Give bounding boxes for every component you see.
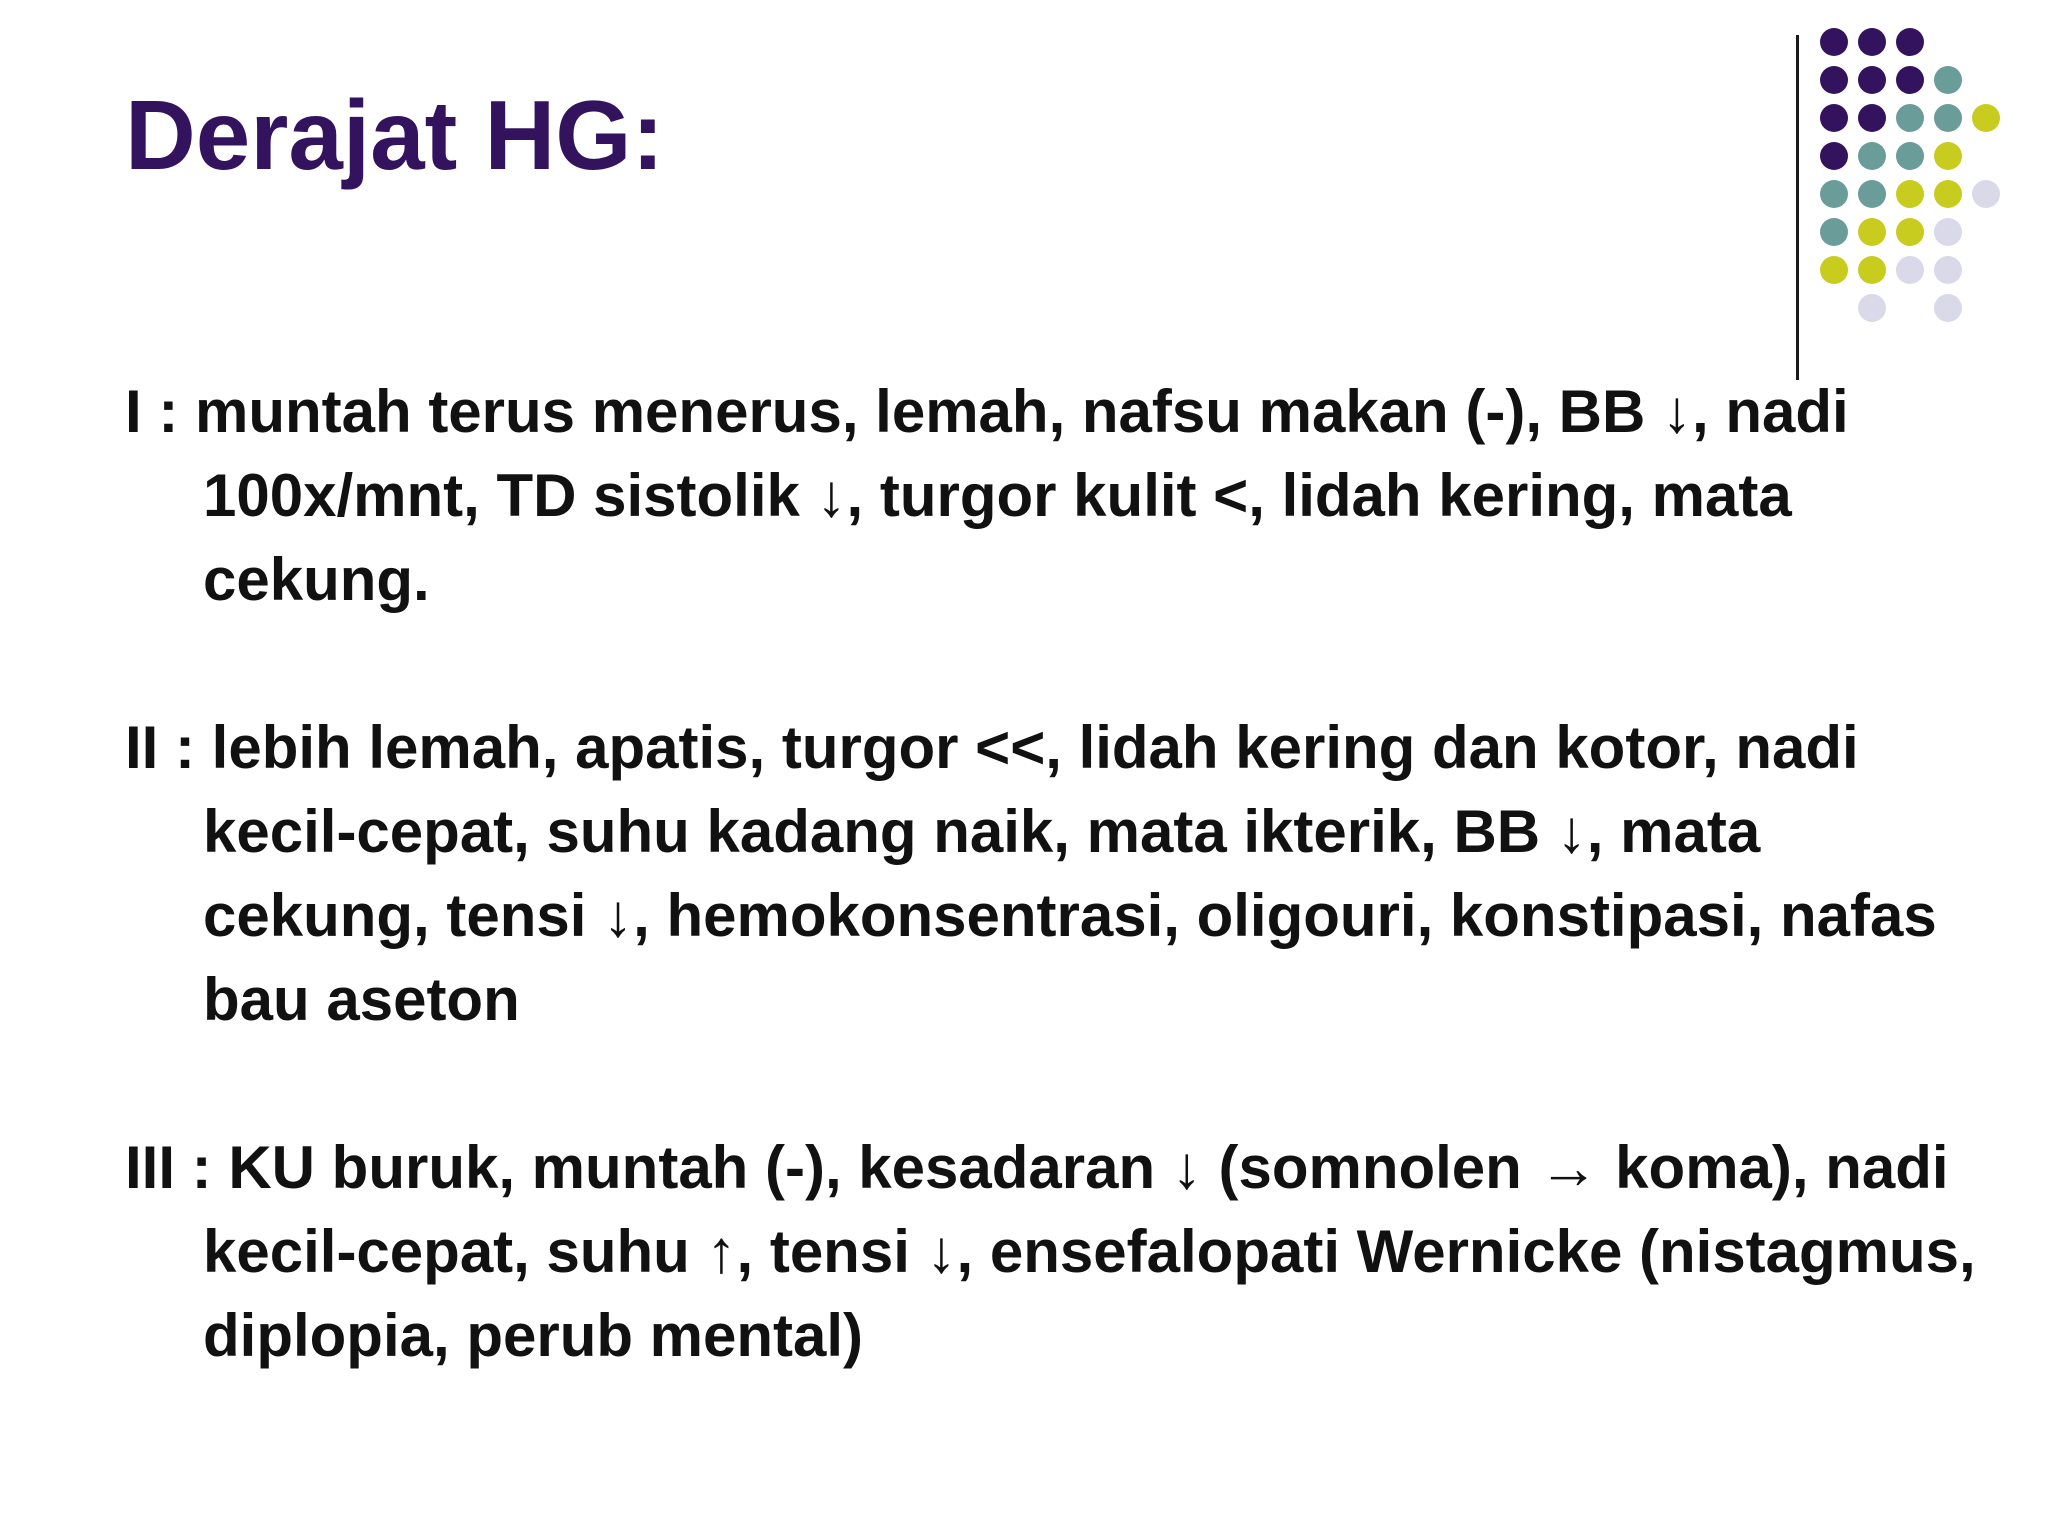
decorative-dot bbox=[1820, 180, 1848, 208]
grade-label: III bbox=[125, 1134, 176, 1201]
decorative-dot bbox=[1858, 142, 1886, 170]
decorative-dot bbox=[1896, 180, 1924, 208]
decorative-dot bbox=[1858, 66, 1886, 94]
decorative-dot bbox=[1972, 104, 2000, 132]
decorative-dot-pattern bbox=[1820, 28, 2048, 348]
decorative-dot bbox=[1820, 66, 1848, 94]
decorative-dot bbox=[1972, 180, 2000, 208]
grade-description: KU buruk, muntah (-), kesadaran ↓ (somnolen → koma), nadi kecil-cepat, suhu ↑, tensi ↓, ensefalopati Wernicke (nistagmus, diplopia, perub mental) bbox=[203, 1134, 1976, 1369]
decorative-dot bbox=[1934, 256, 1962, 284]
decorative-dot bbox=[1934, 142, 1962, 170]
decorative-dot bbox=[1934, 180, 1962, 208]
decorative-dot bbox=[1858, 256, 1886, 284]
grade-description: lebih lemah, apatis, turgor <<, lidah kering dan kotor, nadi kecil-cepat, suhu kadang naik, mata ikterik, BB ↓, mata cekung, tensi ↓, hemokonsentrasi, oligouri, konstipasi, nafas bau aseton bbox=[203, 714, 1937, 1033]
decorative-dot bbox=[1934, 218, 1962, 246]
decorative-dot bbox=[1858, 180, 1886, 208]
decorative-dot bbox=[1896, 28, 1924, 56]
decorative-dot bbox=[1820, 256, 1848, 284]
decorative-dot bbox=[1820, 218, 1848, 246]
grade-description: muntah terus menerus, lemah, nafsu makan (-), BB ↓, nadi 100x/mnt, TD sistolik ↓, turgor kulit <, lidah kering, mata cekung. bbox=[195, 378, 1849, 613]
decorative-dot bbox=[1934, 66, 1962, 94]
decorative-dot bbox=[1934, 294, 1962, 322]
grade-item-3: III : KU buruk, muntah (-), kesadaran ↓ (somnolen → koma), nadi kecil-cepat, suhu ↑, tensi ↓, ensefalopati Wernicke (nistagmus, diplopia, perub mental) bbox=[125, 1134, 1976, 1369]
grade-label: II bbox=[125, 714, 159, 781]
decorative-dot bbox=[1896, 142, 1924, 170]
decorative-dot bbox=[1858, 104, 1886, 132]
grade-label: I bbox=[125, 378, 142, 445]
slide-title: Derajat HG: bbox=[125, 80, 665, 190]
decorative-dot bbox=[1934, 104, 1962, 132]
decorative-dot bbox=[1820, 142, 1848, 170]
decorative-dot bbox=[1896, 104, 1924, 132]
vertical-divider bbox=[1796, 35, 1799, 380]
grade-item-1: I : muntah terus menerus, lemah, nafsu makan (-), BB ↓, nadi 100x/mnt, TD sistolik ↓, turgor kulit <, lidah kering, mata cekung. bbox=[125, 378, 1849, 613]
decorative-dot bbox=[1858, 28, 1886, 56]
decorative-dot bbox=[1896, 256, 1924, 284]
decorative-dot bbox=[1896, 218, 1924, 246]
decorative-dot bbox=[1858, 218, 1886, 246]
decorative-dot bbox=[1820, 28, 1848, 56]
decorative-dot bbox=[1858, 294, 1886, 322]
grade-item-2: II : lebih lemah, apatis, turgor <<, lidah kering dan kotor, nadi kecil-cepat, suhu kadang naik, mata ikterik, BB ↓, mata cekung, tensi ↓, hemokonsentrasi, oligouri, konstipasi, nafas bau aseton bbox=[125, 714, 1937, 1033]
grade-list bbox=[125, 370, 1985, 1462]
decorative-dot bbox=[1896, 66, 1924, 94]
decorative-dot bbox=[1820, 104, 1848, 132]
